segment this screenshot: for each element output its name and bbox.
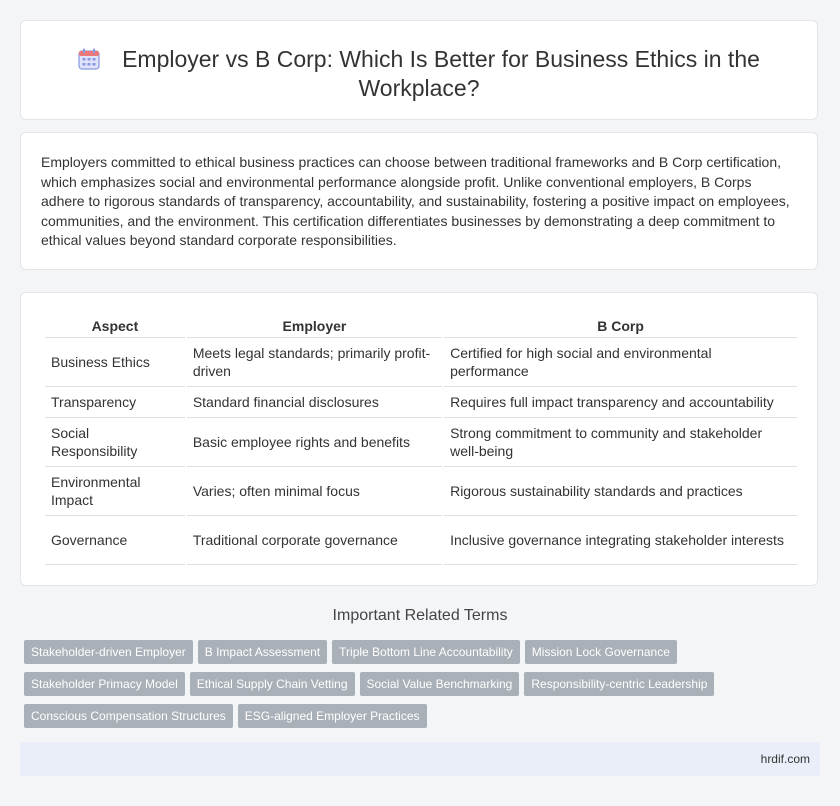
header-bcorp: B Corp <box>444 315 797 338</box>
related-terms-row <box>24 672 824 696</box>
related-term-tag[interactable]: Stakeholder-driven Employer <box>24 640 193 664</box>
table-cell: Traditional corporate governance <box>187 516 442 565</box>
table-cell: Environmental Impact <box>45 467 185 516</box>
table-cell: Strong commitment to community and stakeholder well-being <box>444 418 797 467</box>
table-row <box>45 467 797 516</box>
footer <box>20 742 820 776</box>
table-cell: Inclusive governance integrating stakeholder interests <box>444 516 797 565</box>
related-term-tag[interactable]: B Impact Assessment <box>198 640 327 664</box>
table-row <box>45 338 797 387</box>
related-term-tag[interactable]: ESG-aligned Employer Practices <box>238 704 427 728</box>
table-cell: Certified for high social and environmental performance <box>444 338 797 387</box>
related-terms-row <box>24 704 824 728</box>
header-employer: Employer <box>187 315 442 338</box>
table-cell: Standard financial disclosures <box>187 387 442 418</box>
related-term-tag[interactable]: Social Value Benchmarking <box>360 672 520 696</box>
table-row <box>45 418 797 467</box>
table-row <box>45 516 797 565</box>
table-cell: Social Responsibility <box>45 418 185 467</box>
page-title-text: Employer vs B Corp: Which Is Better for Business Ethics in the Workplace? <box>122 46 760 101</box>
intro-card <box>20 132 818 270</box>
related-term-tag[interactable]: Triple Bottom Line Accountability <box>332 640 520 664</box>
related-term-tag[interactable]: Mission Lock Governance <box>525 640 677 664</box>
related-terms-heading: Important Related Terms <box>332 607 508 624</box>
header-aspect: Aspect <box>45 315 185 338</box>
table-cell: Rigorous sustainability standards and practices <box>444 467 797 516</box>
table-row <box>45 387 797 418</box>
related-term-tag[interactable]: Conscious Compensation Structures <box>24 704 233 728</box>
table-cell: Basic employee rights and benefits <box>187 418 442 467</box>
page-title <box>61 45 777 103</box>
table-cell: Business Ethics <box>45 338 185 387</box>
table-cell: Varies; often minimal focus <box>187 467 442 516</box>
comparison-table-card <box>20 292 818 586</box>
footer-site-link[interactable]: hrdif.com <box>760 752 810 766</box>
related-term-tag[interactable]: Responsibility-centric Leadership <box>524 672 714 696</box>
table-header-row <box>45 315 797 338</box>
related-terms-row <box>24 640 824 664</box>
comparison-table <box>43 315 799 565</box>
table-cell: Transparency <box>45 387 185 418</box>
intro-paragraph: Employers committed to ethical business practices can choose between traditional frameworks and B Corp certification, which emphasizes social and environmental performance alongside profit. Unlike conventional employers, B Corps adhere to rigorous standards of transparency, accountability, and sustainability, fostering a positive impact on employees, communities, and the environment. This certification differentiates businesses by demonstrating a deep commitment to ethical values beyond standard corporate responsibilities. <box>41 154 790 248</box>
table-cell: Governance <box>45 516 185 565</box>
table-cell: Requires full impact transparency and accountability <box>444 387 797 418</box>
title-card <box>20 20 818 120</box>
related-term-tag[interactable]: Ethical Supply Chain Vetting <box>190 672 355 696</box>
related-term-tag[interactable]: Stakeholder Primacy Model <box>24 672 185 696</box>
table-cell: Meets legal standards; primarily profit-driven <box>187 338 442 387</box>
calendar-icon <box>78 48 100 70</box>
